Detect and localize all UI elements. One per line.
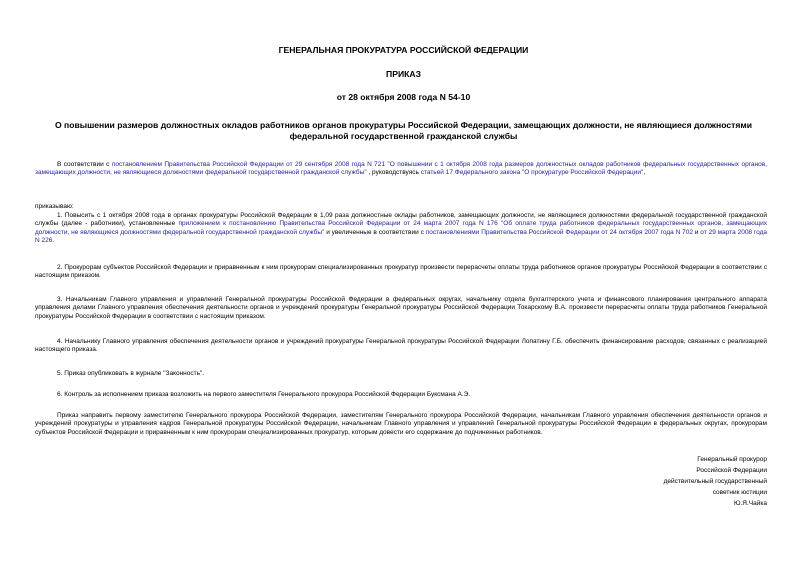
item-3: 3. Начальникам Главного управления и управлений Генеральной прокуратуры Российской Федерации в федеральных округах, начальнику отдела бухгалтерского учета и финансового планирования центрального аппарата управления делами Главного управления обеспечения деятельности органов и учреждений прокуратуры Генеральной прокуратуры Российской Федерации Токарскому В.А. произвести перерасчеты оплаты труда работников Генеральной прокуратуры Российской Федерации в соответствии с настоящим приказом. bbox=[35, 296, 767, 320]
order-word: приказываю: bbox=[35, 203, 74, 210]
link-government-resolution-176[interactable]: приложением к постановлению Правительства Российской Федерации от 24 марта 2007 года N 176 "Об оплате труда работников федеральных государственных органов, замещающих должности, не являющиеся должностями федеральной государственной гражданской службы" bbox=[35, 220, 767, 236]
link-prosecution-law-article-17[interactable]: статьей 17 Федерального закона "О прокуратуре Российской Федерации" bbox=[420, 169, 644, 177]
document-type: ПРИКАЗ bbox=[386, 69, 421, 79]
link-government-resolution-226[interactable]: от 29 марта 2008 года N 226 bbox=[35, 228, 767, 245]
intro-text-1: В соответствии с bbox=[57, 161, 112, 168]
item-1-text-2: и увеличенные в соответствии с bbox=[324, 228, 426, 236]
signature-rank: действительный государственный bbox=[663, 478, 767, 485]
issuing-authority: ГЕНЕРАЛЬНАЯ ПРОКУРАТУРА РОССИЙСКОЙ ФЕДЕРАЦИИ bbox=[278, 45, 529, 55]
item-6: 6. Контроль за исполнением приказа возложить на первого заместителя Генерального прокурора Российской Федерации Буксмана А.Э. bbox=[57, 391, 471, 398]
signature-position: Генеральный прокурор bbox=[697, 456, 767, 463]
item-4: 4. Начальнику Главного управления обеспечения деятельности органов и учреждений прокуратуры Генеральной прокуратуры Российской Федерации Лопатину Г.Б. обеспечить финансирование расходов, связанных с реализацией настоящего приказа. bbox=[35, 338, 767, 354]
distribution-paragraph: Приказ направить первому заместителю Генерального прокурора Российской Федерации, заместителям Генерального прокурора Российской Федерации, начальникам Главного управления обеспечения деятельности органов и учреждений прокуратуры и управления кадров Генеральной прокуратуры Российской Федерации, начальникам Главного управления и управлений Генеральной прокуратуры Российской Федерации в федеральных округах, прокурорам субъектов Российской Федерации и приравненным к ним прокурорам специализированных прокуратур, которым довести его содержание до подчиненных работников. bbox=[35, 412, 767, 436]
signature-rank-2: советник юстиции bbox=[712, 489, 767, 496]
intro-paragraph bbox=[35, 161, 767, 178]
item-1-text-3: и bbox=[692, 228, 701, 236]
item-1-text-1: 1. Повысить с 1 октября 2008 года в органах прокуратуры Российской Федерации в 1,09 раза должностные оклады работников, замещающих должности, не являющиеся должностями федеральной государственной гражданской службы (далее - работники), установленные bbox=[35, 212, 767, 228]
item-1-text-4: . bbox=[52, 237, 55, 245]
intro-text-3: , bbox=[643, 169, 646, 177]
signature-block bbox=[664, 454, 767, 509]
item-2: 2. Прокурорам субъектов Российской Федерации и приравненным к ним прокурорам специализированных прокуратур произвести перерасчеты оплаты труда работников органов прокуратуры Российской Федерации в соответствии с настоящим приказом. bbox=[35, 264, 767, 280]
signature-name: Ю.Я.Чайка bbox=[733, 500, 767, 507]
document-title: О повышении размеров должностных окладов работников органов прокуратуры Российской Федерации, замещающих должности, не являющиеся должностями федеральной государственной гражданской службы bbox=[54, 120, 752, 141]
signature-country: Российской Федерации bbox=[696, 467, 767, 474]
item-5: 5. Приказ опубликовать в журнале "Законность". bbox=[57, 370, 205, 377]
item-1 bbox=[35, 212, 767, 246]
intro-text-2: , руководствуясь bbox=[366, 169, 421, 177]
link-government-resolution-721[interactable]: постановлением Правительства Российской Федерации от 29 сентября 2008 года N 721 "О повышении с 1 октября 2008 года размеров должностных окладов работников федеральных государственных органов, замещающих должности, не являющиеся должностями федеральной государственной гражданской службы" bbox=[35, 161, 767, 177]
document-date-number: от 28 октября 2008 года N 54-10 bbox=[336, 92, 471, 102]
link-government-resolution-702[interactable]: постановлениями Правительства Российской Федерации от 24 октября 2007 года N 702 bbox=[425, 228, 693, 236]
